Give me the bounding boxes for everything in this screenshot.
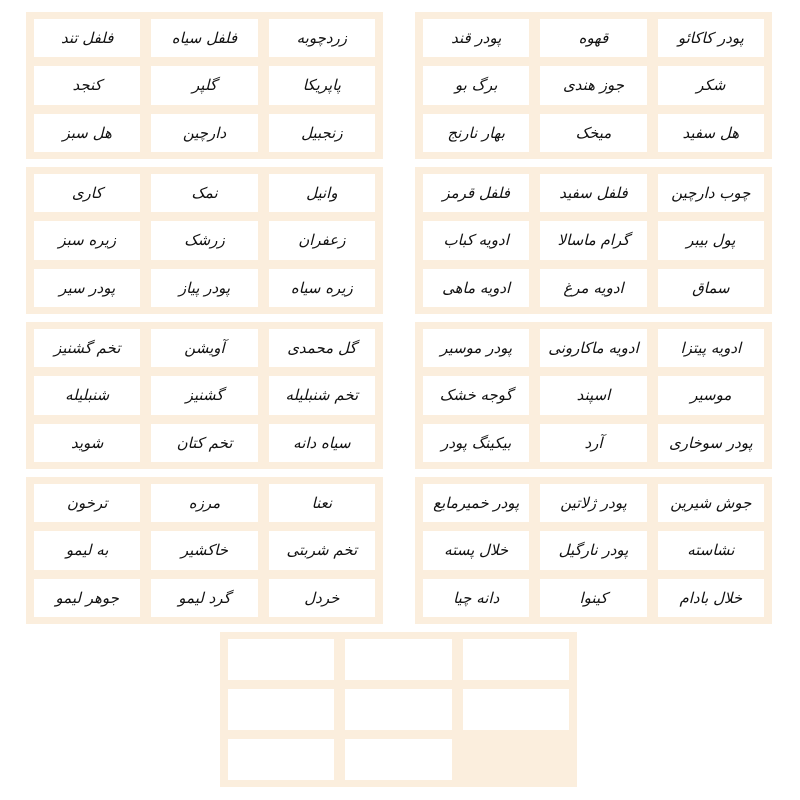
spice-label: گرام ماسالا [540,221,646,259]
spice-label: شکر [658,66,764,104]
spice-label: ادویه ماکارونی [540,329,646,367]
spice-label: ترخون [34,484,140,522]
spice-label: ادویه مرغ [540,269,646,307]
spice-label: زعفران [269,221,375,259]
spice-label: پودر قند [423,19,529,57]
spice-label: شنبلیله [34,376,140,414]
spice-label: گلپر [151,66,257,104]
spice-label: جوز هندی [540,66,646,104]
spice-label: پودر کاکائو [658,19,764,57]
blank-label [228,739,334,780]
spice-label: تخم شنبلیله [269,376,375,414]
blank-label [463,689,569,730]
spice-label: پودر نارگیل [540,531,646,569]
blank-label [345,689,451,730]
spice-label: هل سبز [34,114,140,152]
spice-label: کینوا [540,579,646,617]
spice-label: گل محمدی [269,329,375,367]
label-sheet-2 [26,12,383,159]
spice-label: به لیمو [34,531,140,569]
spice-label: فلفل سیاه [151,19,257,57]
spice-label: مرزه [151,484,257,522]
blank-label [228,689,334,730]
spice-label: گوجه خشک [423,376,529,414]
spice-label: اسپند [540,376,646,414]
label-sheet-8 [26,477,383,624]
spice-label: زرشک [151,221,257,259]
spice-label: آویشن [151,329,257,367]
spice-label: جوش شیرین [658,484,764,522]
spice-label: ادویه پیتزا [658,329,764,367]
spice-label: بهار نارنج [423,114,529,152]
spice-label: موسیر [658,376,764,414]
spice-label: میخک [540,114,646,152]
spice-label: آرد [540,424,646,462]
spice-label: پاپریکا [269,66,375,104]
spice-label: جوهر لیمو [34,579,140,617]
spice-label: ادویه کباب [423,221,529,259]
spice-label: نعنا [269,484,375,522]
spice-label: سماق [658,269,764,307]
spice-label: زنجبیل [269,114,375,152]
blank-label [228,639,334,680]
spice-label: بیکینگ پودر [423,424,529,462]
spice-label: شوید [34,424,140,462]
blank-label-sheet [220,632,577,787]
spice-label: تخم کتان [151,424,257,462]
spice-label: پودر سوخاری [658,424,764,462]
spice-label: هل سفید [658,114,764,152]
spice-label: تخم شربتی [269,531,375,569]
spice-label: پودر ژلاتین [540,484,646,522]
spice-label: نمک [151,174,257,212]
spice-label: فلفل قرمز [423,174,529,212]
label-sheet-5 [415,322,772,469]
spice-label: پودر پیاز [151,269,257,307]
spice-label: کاری [34,174,140,212]
label-sheet-7 [415,477,772,624]
spice-label: پودر سیر [34,269,140,307]
label-sheet-1 [415,12,772,159]
spice-label: کنجد [34,66,140,104]
blank-label [345,739,451,780]
spice-label: سیاه دانه [269,424,375,462]
spice-label: پودر خمیرمایع [423,484,529,522]
spice-label: پودر موسیر [423,329,529,367]
spice-label: گرد لیمو [151,579,257,617]
label-sheet-6 [26,322,383,469]
label-sheet-3 [415,167,772,314]
spice-label: خلال بادام [658,579,764,617]
spice-label: چوب دارچین [658,174,764,212]
spice-label: زیره سبز [34,221,140,259]
spice-label: تخم گشنیز [34,329,140,367]
spice-label: وانیل [269,174,375,212]
spice-label: فلفل تند [34,19,140,57]
spice-label: ادویه ماهی [423,269,529,307]
blank-label [345,639,451,680]
spice-label: خلال پسته [423,531,529,569]
spice-label: گشنیز [151,376,257,414]
spice-label: زردچوبه [269,19,375,57]
spice-label: برگ بو [423,66,529,104]
blank-label [463,639,569,680]
spice-label: زیره سیاه [269,269,375,307]
spice-label: خردل [269,579,375,617]
spice-label: پول بیبر [658,221,764,259]
spice-label: فلفل سفید [540,174,646,212]
spice-label: دارچین [151,114,257,152]
spice-label: نشاسته [658,531,764,569]
label-sheet-4 [26,167,383,314]
spice-label: دانه چیا [423,579,529,617]
spice-label: خاکشیر [151,531,257,569]
spice-label: قهوه [540,19,646,57]
